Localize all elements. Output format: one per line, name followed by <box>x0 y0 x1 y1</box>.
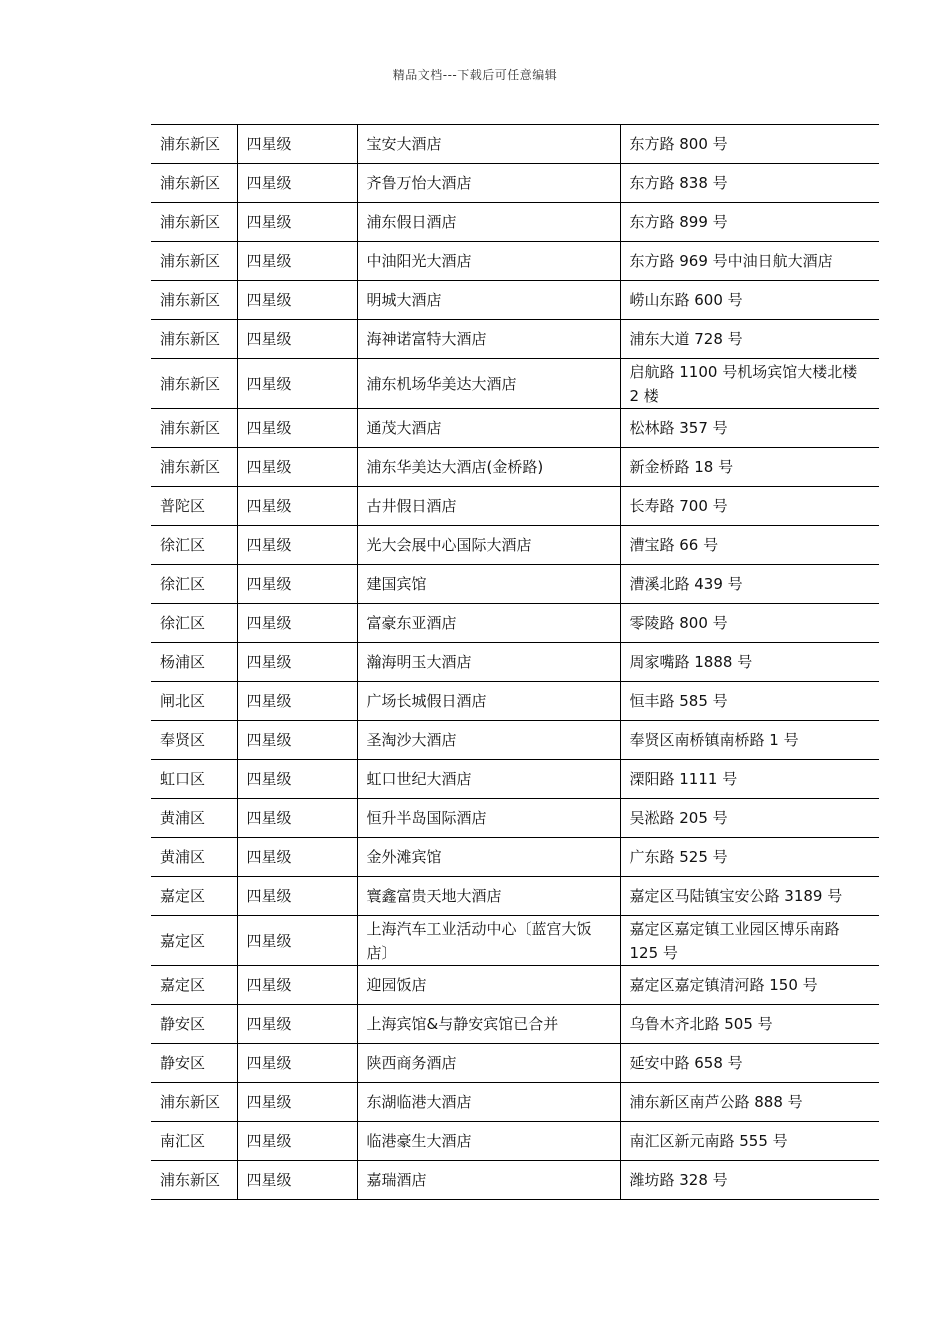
hotel-name-cell: 浦东华美达大酒店(金桥路) <box>357 448 620 487</box>
hotel-name-cell: 光大会展中心国际大酒店 <box>357 526 620 565</box>
grade-cell: 四星级 <box>237 799 357 838</box>
address-cell: 东方路 800 号 <box>620 125 879 164</box>
table-row <box>151 682 879 721</box>
district-cell: 浦东新区 <box>151 164 237 203</box>
hotel-table <box>151 124 879 1200</box>
hotel-name-cell: 古井假日酒店 <box>357 487 620 526</box>
table-row <box>151 721 879 760</box>
page-header: 精品文档---下载后可任意编辑 <box>392 68 558 82</box>
hotel-name-cell: 金外滩宾馆 <box>357 838 620 877</box>
district-cell: 黄浦区 <box>151 838 237 877</box>
grade-cell: 四星级 <box>237 1083 357 1122</box>
district-cell: 虹口区 <box>151 760 237 799</box>
table-row <box>151 966 879 1005</box>
table-row <box>151 203 879 242</box>
table-row <box>151 242 879 281</box>
grade-cell: 四星级 <box>237 448 357 487</box>
table-row <box>151 409 879 448</box>
grade-cell: 四星级 <box>237 125 357 164</box>
address-cell: 延安中路 658 号 <box>620 1044 879 1083</box>
table-row <box>151 1122 879 1161</box>
hotel-name-cell: 嘉瑞酒店 <box>357 1161 620 1200</box>
address-cell: 嘉定区嘉定镇工业园区博乐南路 125 号 <box>620 916 879 966</box>
district-cell: 南汇区 <box>151 1122 237 1161</box>
hotel-name-cell: 临港豪生大酒店 <box>357 1122 620 1161</box>
grade-cell: 四星级 <box>237 604 357 643</box>
district-cell: 浦东新区 <box>151 359 237 409</box>
grade-cell: 四星级 <box>237 1005 357 1044</box>
hotel-name-cell: 浦东假日酒店 <box>357 203 620 242</box>
grade-cell: 四星级 <box>237 1161 357 1200</box>
hotel-name-cell: 虹口世纪大酒店 <box>357 760 620 799</box>
district-cell: 浦东新区 <box>151 320 237 359</box>
district-cell: 普陀区 <box>151 487 237 526</box>
grade-cell: 四星级 <box>237 1044 357 1083</box>
address-cell: 新金桥路 18 号 <box>620 448 879 487</box>
address-cell: 嘉定区嘉定镇清河路 150 号 <box>620 966 879 1005</box>
district-cell: 浦东新区 <box>151 242 237 281</box>
address-cell: 恒丰路 585 号 <box>620 682 879 721</box>
address-cell: 嘉定区马陆镇宝安公路 3189 号 <box>620 877 879 916</box>
table-row <box>151 877 879 916</box>
grade-cell: 四星级 <box>237 242 357 281</box>
grade-cell: 四星级 <box>237 565 357 604</box>
address-cell: 东方路 899 号 <box>620 203 879 242</box>
grade-cell: 四星级 <box>237 1122 357 1161</box>
district-cell: 浦东新区 <box>151 448 237 487</box>
hotel-name-cell: 齐鲁万怡大酒店 <box>357 164 620 203</box>
grade-cell: 四星级 <box>237 487 357 526</box>
address-cell: 漕溪北路 439 号 <box>620 565 879 604</box>
hotel-name-cell: 建国宾馆 <box>357 565 620 604</box>
table-row <box>151 799 879 838</box>
district-cell: 徐汇区 <box>151 526 237 565</box>
district-cell: 浦东新区 <box>151 1161 237 1200</box>
grade-cell: 四星级 <box>237 966 357 1005</box>
hotel-name-cell: 浦东机场华美达大酒店 <box>357 359 620 409</box>
table-row <box>151 916 879 966</box>
address-cell: 启航路 1100 号机场宾馆大楼北楼 2 楼 <box>620 359 879 409</box>
address-cell: 广东路 525 号 <box>620 838 879 877</box>
address-cell: 长寿路 700 号 <box>620 487 879 526</box>
hotel-name-cell: 瀚海明玉大酒店 <box>357 643 620 682</box>
table-row <box>151 565 879 604</box>
district-cell: 浦东新区 <box>151 409 237 448</box>
grade-cell: 四星级 <box>237 916 357 966</box>
hotel-name-cell: 陕西商务酒店 <box>357 1044 620 1083</box>
grade-cell: 四星级 <box>237 643 357 682</box>
district-cell: 静安区 <box>151 1044 237 1083</box>
address-cell: 漕宝路 66 号 <box>620 526 879 565</box>
table-row <box>151 1005 879 1044</box>
table-row <box>151 125 879 164</box>
hotel-name-cell: 海神诺富特大酒店 <box>357 320 620 359</box>
address-cell: 浦东大道 728 号 <box>620 320 879 359</box>
district-cell: 嘉定区 <box>151 966 237 1005</box>
hotel-name-cell: 上海汽车工业活动中心〔蓝宫大饭店〕 <box>357 916 620 966</box>
district-cell: 嘉定区 <box>151 877 237 916</box>
hotel-name-cell: 寰鑫富贵天地大酒店 <box>357 877 620 916</box>
grade-cell: 四星级 <box>237 320 357 359</box>
table-row <box>151 320 879 359</box>
address-cell: 奉贤区南桥镇南桥路 1 号 <box>620 721 879 760</box>
district-cell: 徐汇区 <box>151 604 237 643</box>
table-row <box>151 604 879 643</box>
address-cell: 崂山东路 600 号 <box>620 281 879 320</box>
table-row <box>151 526 879 565</box>
table-row <box>151 1083 879 1122</box>
grade-cell: 四星级 <box>237 359 357 409</box>
address-cell: 松林路 357 号 <box>620 409 879 448</box>
hotel-name-cell: 恒升半岛国际酒店 <box>357 799 620 838</box>
table-row <box>151 448 879 487</box>
address-cell: 零陵路 800 号 <box>620 604 879 643</box>
table-row <box>151 164 879 203</box>
address-cell: 溧阳路 1111 号 <box>620 760 879 799</box>
grade-cell: 四星级 <box>237 526 357 565</box>
hotel-name-cell: 富豪东亚酒店 <box>357 604 620 643</box>
table-row <box>151 760 879 799</box>
hotel-name-cell: 中油阳光大酒店 <box>357 242 620 281</box>
table-row <box>151 281 879 320</box>
grade-cell: 四星级 <box>237 409 357 448</box>
table-row <box>151 838 879 877</box>
district-cell: 浦东新区 <box>151 1083 237 1122</box>
address-cell: 潍坊路 328 号 <box>620 1161 879 1200</box>
grade-cell: 四星级 <box>237 721 357 760</box>
table-row <box>151 1044 879 1083</box>
grade-cell: 四星级 <box>237 164 357 203</box>
table-row <box>151 1161 879 1200</box>
address-cell: 南汇区新元南路 555 号 <box>620 1122 879 1161</box>
grade-cell: 四星级 <box>237 281 357 320</box>
hotel-name-cell: 明城大酒店 <box>357 281 620 320</box>
address-cell: 东方路 969 号中油日航大酒店 <box>620 242 879 281</box>
district-cell: 闸北区 <box>151 682 237 721</box>
district-cell: 浦东新区 <box>151 203 237 242</box>
address-cell: 吴淞路 205 号 <box>620 799 879 838</box>
table-row <box>151 359 879 409</box>
grade-cell: 四星级 <box>237 682 357 721</box>
district-cell: 徐汇区 <box>151 565 237 604</box>
hotel-name-cell: 圣淘沙大酒店 <box>357 721 620 760</box>
table-row <box>151 487 879 526</box>
address-cell: 浦东新区南芦公路 888 号 <box>620 1083 879 1122</box>
grade-cell: 四星级 <box>237 838 357 877</box>
table-row <box>151 643 879 682</box>
district-cell: 浦东新区 <box>151 125 237 164</box>
district-cell: 静安区 <box>151 1005 237 1044</box>
district-cell: 奉贤区 <box>151 721 237 760</box>
hotel-name-cell: 宝安大酒店 <box>357 125 620 164</box>
hotel-name-cell: 东湖临港大酒店 <box>357 1083 620 1122</box>
address-cell: 周家嘴路 1888 号 <box>620 643 879 682</box>
district-cell: 嘉定区 <box>151 916 237 966</box>
grade-cell: 四星级 <box>237 877 357 916</box>
grade-cell: 四星级 <box>237 203 357 242</box>
hotel-name-cell: 通茂大酒店 <box>357 409 620 448</box>
hotel-name-cell: 广场长城假日酒店 <box>357 682 620 721</box>
address-cell: 乌鲁木齐北路 505 号 <box>620 1005 879 1044</box>
address-cell: 东方路 838 号 <box>620 164 879 203</box>
hotel-name-cell: 迎园饭店 <box>357 966 620 1005</box>
grade-cell: 四星级 <box>237 760 357 799</box>
district-cell: 黄浦区 <box>151 799 237 838</box>
hotel-name-cell: 上海宾馆&与静安宾馆已合并 <box>357 1005 620 1044</box>
hotel-table-body <box>151 125 879 1200</box>
district-cell: 浦东新区 <box>151 281 237 320</box>
district-cell: 杨浦区 <box>151 643 237 682</box>
